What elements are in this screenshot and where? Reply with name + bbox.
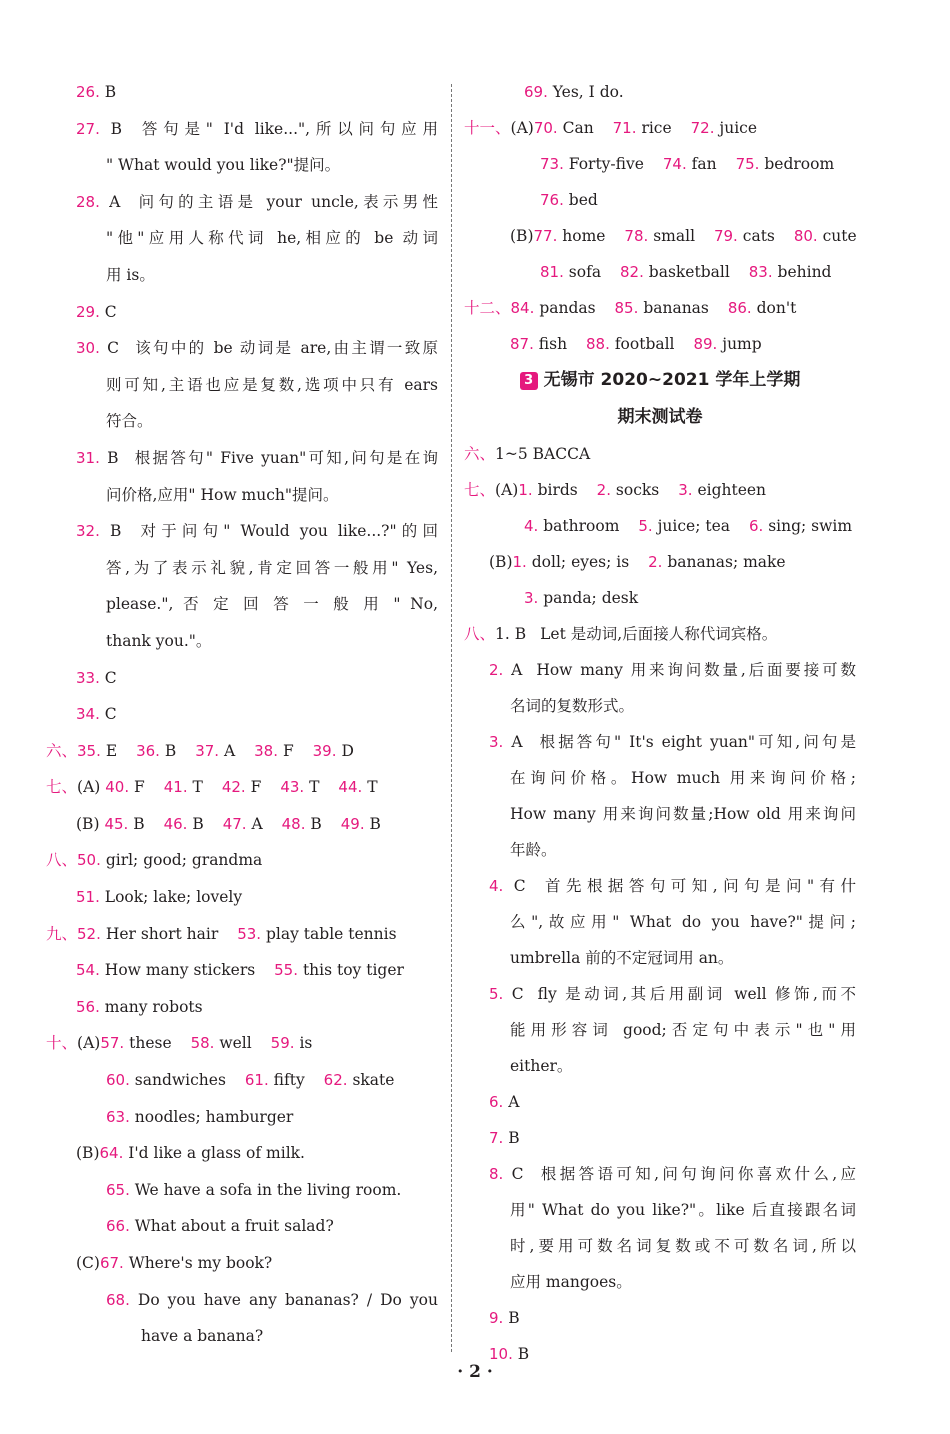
answer-32-explanation: thank you."。 [106, 631, 212, 650]
exam-heading: 3 无锡市 2020~2021 学年上学期 [464, 362, 856, 399]
exam-q10: 10. B [489, 1345, 530, 1363]
section-8-answers: 八、50. girl; good; grandma [46, 851, 263, 870]
section-9-answers: 九、52. Her short hair 53. play table tennis [46, 924, 397, 943]
exam-q5-explanation: 能用形容词 good;否定句中表示"也"用 [510, 1021, 856, 1039]
section-10a-answers: 十、(A)57. these 58. well 59. is [46, 1034, 313, 1053]
answer-81-83: 81. sofa 82. basketball 83. behind [540, 263, 832, 281]
answer-34: 34. C [76, 705, 117, 724]
exam-section-6: 六、1~5 BACCA [464, 445, 591, 463]
exam-q4-explanation: umbrella 前的不定冠词用 an。 [510, 949, 734, 967]
exam-q8-explanation: 用" What do you like?"。like 后直接跟名词 [510, 1201, 856, 1219]
exam-section-7b: (B)1. doll; eyes; is 2. bananas; make [489, 553, 786, 571]
exam-q3-explanation: 在询问价格。How much 用来询问价格; [510, 769, 856, 787]
answer-76: 76. bed [540, 191, 598, 209]
answer-28-explanation: "他"应用人称代词 he,相应的 be 动词 [106, 229, 438, 248]
answer-54-55: 54. How many stickers 55. this toy tiger [76, 961, 404, 980]
exam-q6: 6. A [489, 1093, 520, 1111]
exam-q8-explanation: 时,要用可数名词复数或不可数名词,所以 [510, 1237, 856, 1255]
exam-q9: 9. B [489, 1309, 520, 1327]
exam-number-badge: 3 [520, 372, 538, 390]
answer-66: 66. What about a fruit salad? [106, 1217, 334, 1236]
exam-section-7a: 七、(A)1. birds 2. socks 3. eighteen [464, 481, 767, 499]
answer-67: (C)67. Where's my book? [76, 1254, 273, 1272]
answer-32-explanation: please.", 否 定 回 答 一 般 用 " No, [106, 595, 438, 614]
answer-32: 32. B 对于问句" Would you like...?"的回 [76, 522, 438, 541]
answer-73-75: 73. Forty-five 74. fan 75. bedroom [540, 155, 835, 173]
answer-68: 68. Do you have any bananas? / Do you [106, 1290, 438, 1309]
answer-56: 56. many robots [76, 997, 203, 1016]
left-column [46, 74, 438, 1355]
exam-q5-explanation: either。 [510, 1057, 573, 1075]
section-7a-answers: 七、(A) 40. F 41. T 42. F 43. T 44. T [46, 778, 378, 797]
answer-30-explanation: 则可知,主语也应是复数,选项中只有 ears [106, 375, 438, 394]
section-11a-answers: 十一、(A)70. Can 71. rice 72. juice [464, 119, 758, 137]
exam-q5: 5. C fly 是动词,其后用副词 well 修饰,而不 [489, 985, 856, 1003]
answer-65: 65. We have a sofa in the living room. [106, 1180, 402, 1199]
exam-q3-explanation: 年龄。 [510, 841, 557, 859]
section-6-answers: 六、35. E 36. B 37. A 38. F 39. D [46, 741, 354, 760]
answer-28: 28. A 问句的主语是 your uncle,表示男性 [76, 192, 438, 211]
exam-section-8-q1: 八、1. B Let 是动词,后面接人称代词宾格。 [464, 625, 778, 643]
section-12-answers: 十二、84. pandas 85. bananas 86. don't [464, 299, 797, 317]
answer-87-89: 87. fish 88. football 89. jump [510, 335, 762, 353]
section-7b-answers: (B) 45. B 46. B 47. A 48. B 49. B [76, 814, 381, 833]
answer-33: 33. C [76, 668, 117, 687]
answer-64: (B)64. I'd like a glass of milk. [76, 1144, 305, 1163]
answer-63: 63. noodles; hamburger [106, 1107, 294, 1126]
exam-q8-explanation: 应用 mangoes。 [510, 1273, 632, 1291]
exam-q3-explanation: How many 用来询问数量;How old 用来询问 [510, 805, 856, 823]
answer-68-continued: have a banana? [141, 1327, 264, 1346]
exam-q3: 3. A 根据答句" It's eight yuan"可知,问句是 [489, 733, 856, 751]
answer-51: 51. Look; lake; lovely [76, 888, 243, 907]
exam-q2-explanation: 名词的复数形式。 [510, 697, 635, 715]
answer-60-62: 60. sandwiches 61. fifty 62. skate [106, 1071, 395, 1090]
exam-q7: 7. B [489, 1129, 520, 1147]
answer-31: 31. B 根据答句" Five yuan"可知,问句是在询 [76, 448, 438, 467]
exam-subheading: 期末测试卷 [617, 407, 703, 427]
answer-27: 27. B 答句是" I'd like...",所以问句应用 [76, 119, 439, 138]
answer-31-explanation: 问价格,应用" How much"提问。 [106, 485, 339, 504]
exam-q8: 8. C 根据答语可知,问句询问你喜欢什么,应 [489, 1165, 856, 1183]
answer-28-explanation: 用 is。 [106, 265, 155, 284]
answer-27-explanation: " What would you like?"提问。 [106, 156, 341, 175]
answer-30-explanation: 符合。 [106, 412, 153, 431]
answer-69: 69. Yes, I do. [524, 83, 624, 101]
column-divider [451, 84, 452, 1352]
exam-answer-b3: 3. panda; desk [524, 589, 639, 607]
answer-26: 26. B [76, 83, 117, 101]
section-11b-answers: (B)77. home 78. small 79. cats 80. cute [510, 227, 857, 245]
exam-answers-4-6: 4. bathroom 5. juice; tea 6. sing; swim [524, 517, 853, 535]
exam-q4-explanation: 么",故应用" What do you have?"提问; [510, 913, 856, 931]
page-number: · 2 · [457, 1362, 493, 1382]
right-column [464, 74, 856, 1372]
exam-q4: 4. C 首先根据答句可知,问句是问"有什 [489, 877, 856, 895]
answer-29: 29. C [76, 302, 117, 321]
exam-q2: 2. A How many 用来询问数量,后面要接可数 [489, 661, 856, 679]
answer-30: 30. C 该句中的 be 动词是 are,由主谓一致原 [76, 339, 438, 358]
answer-32-explanation: 答,为了表示礼貌,肯定回答一般用" Yes, [106, 558, 438, 577]
